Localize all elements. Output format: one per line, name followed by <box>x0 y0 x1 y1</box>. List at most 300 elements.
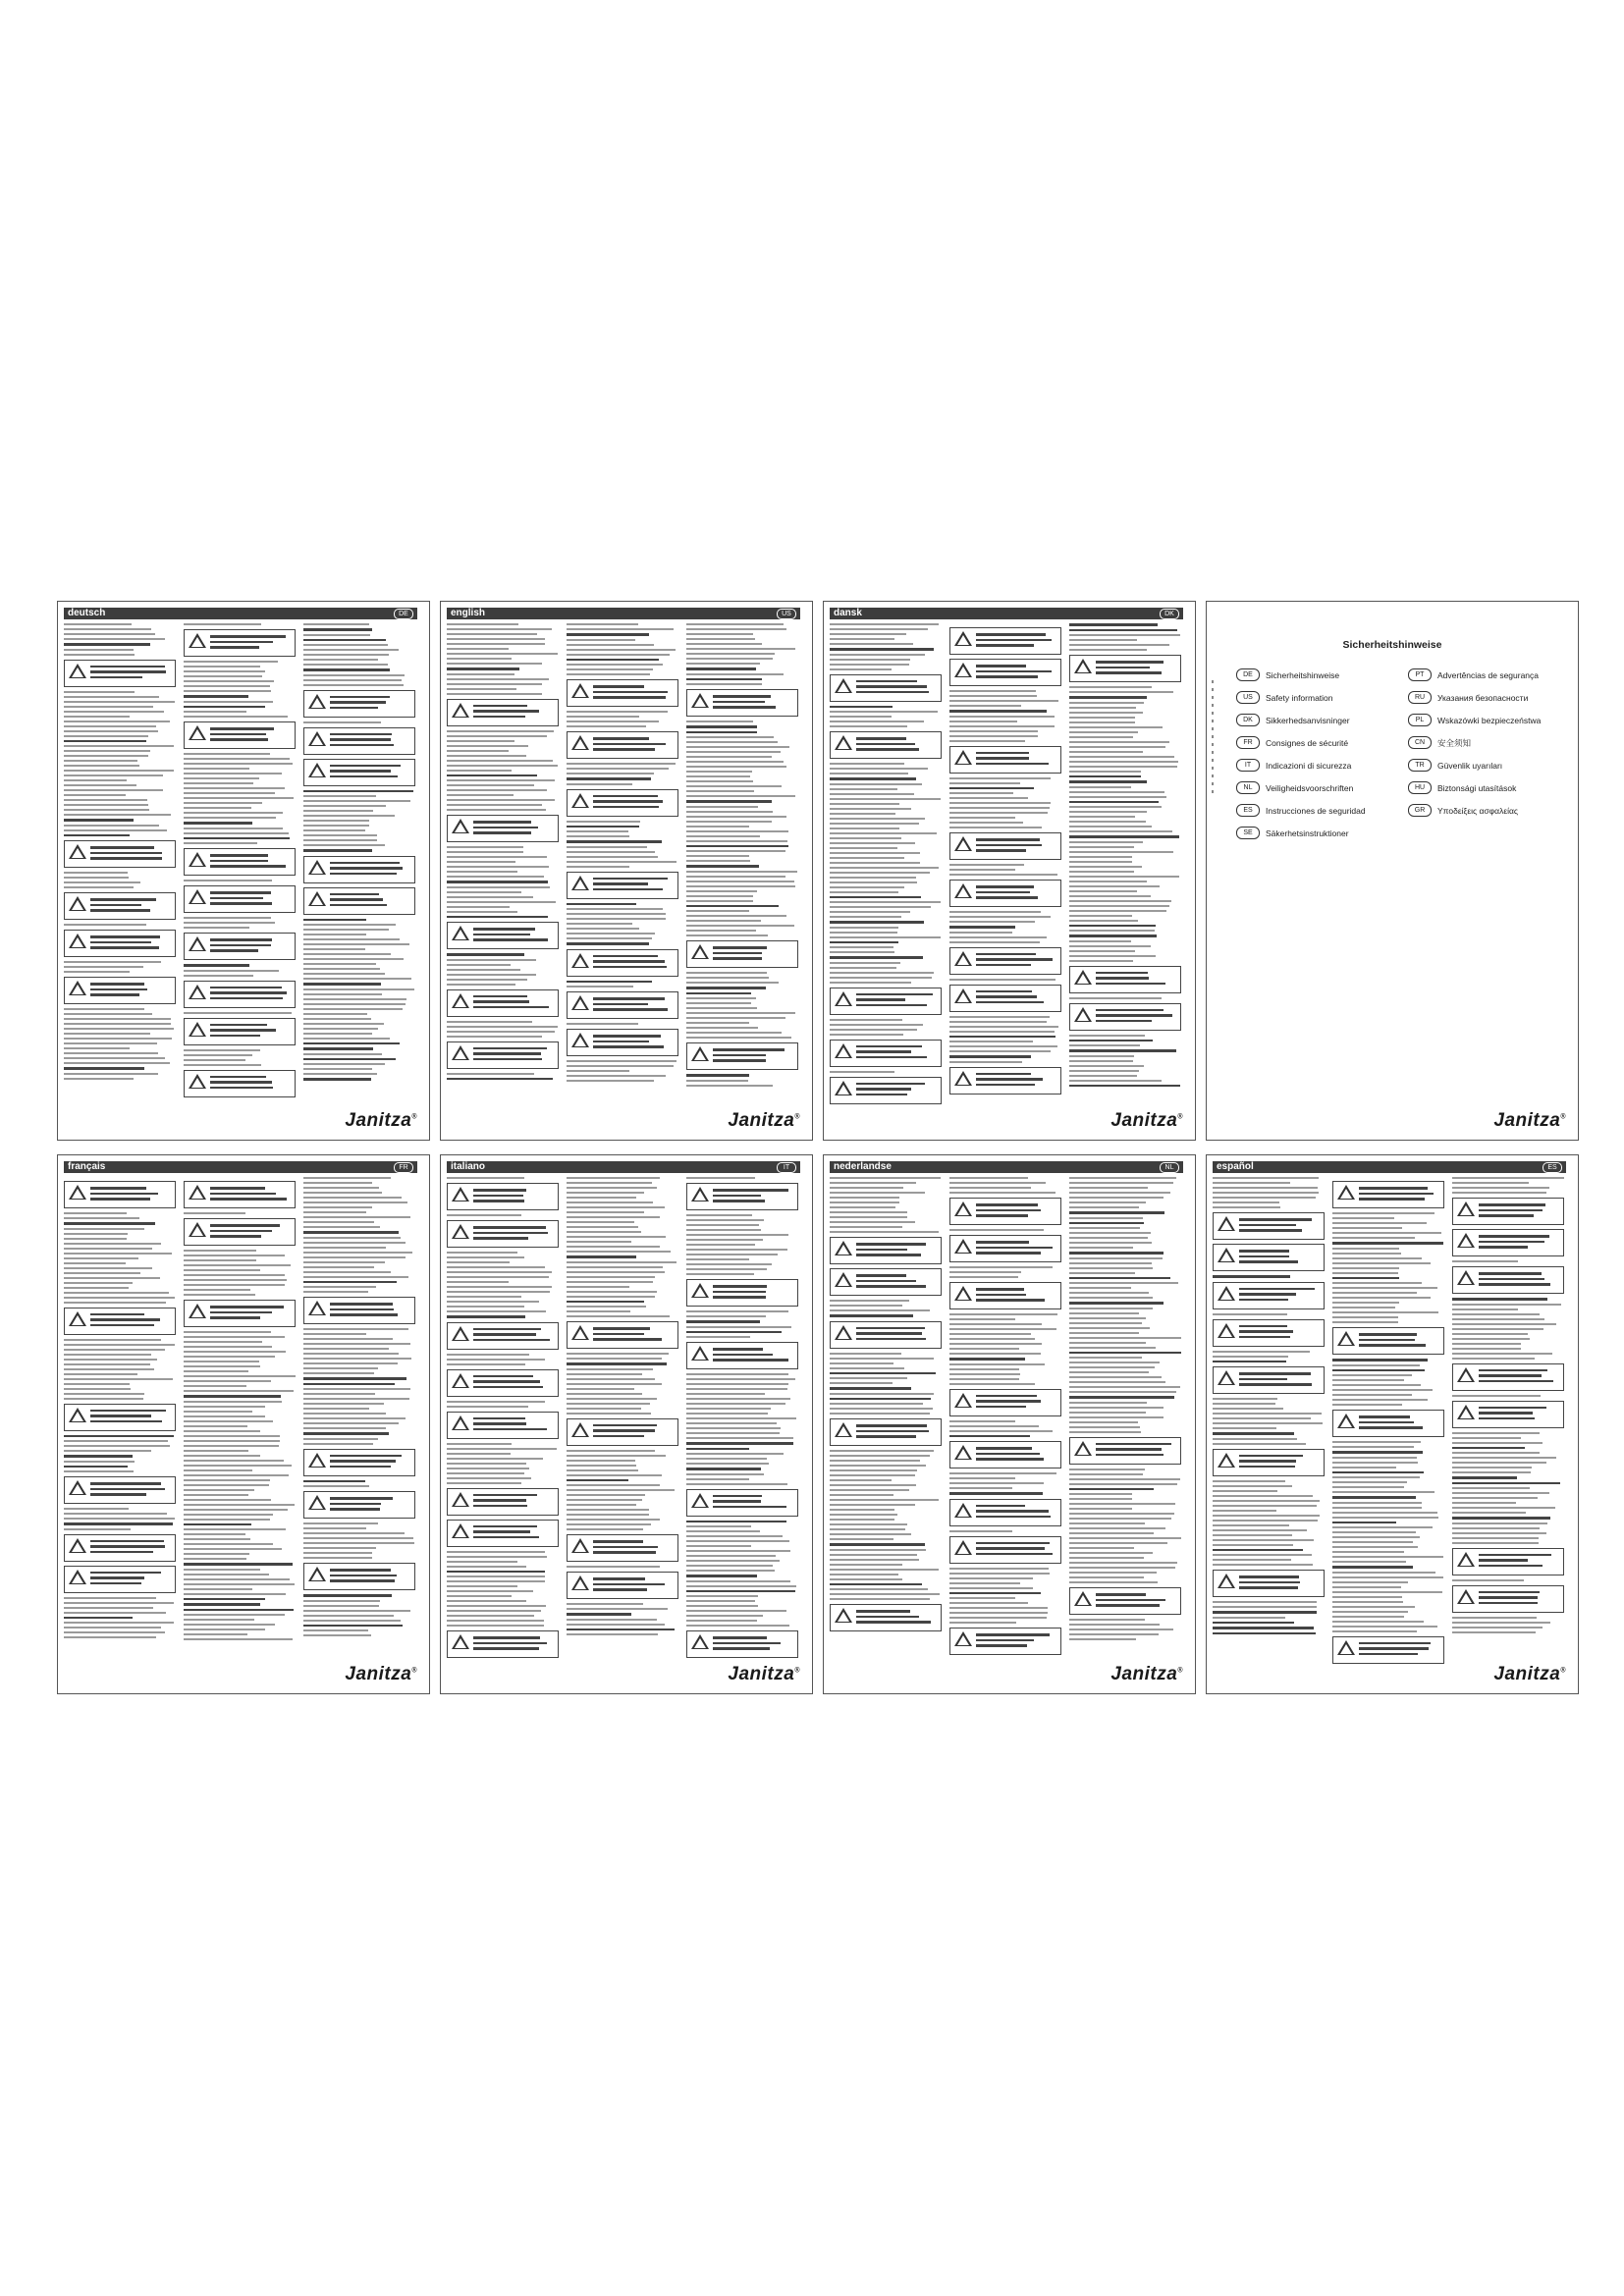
warning-box <box>1213 1282 1325 1309</box>
text-line <box>64 1359 157 1361</box>
text-line <box>1069 1262 1152 1264</box>
text-line <box>447 693 542 695</box>
text-line <box>1069 960 1133 962</box>
text-line <box>949 1328 1056 1330</box>
text-line <box>1069 1065 1144 1067</box>
text-line <box>830 1216 907 1218</box>
text-line <box>1069 1297 1153 1299</box>
text-line <box>1069 1532 1154 1534</box>
text-line <box>447 648 509 650</box>
warning-triangle-icon <box>1218 1286 1235 1301</box>
text-line <box>184 782 253 784</box>
text-line <box>686 683 762 685</box>
text-line <box>1069 1222 1144 1225</box>
text-line <box>830 1231 939 1233</box>
text-line <box>949 1016 1050 1018</box>
text-line <box>184 1289 250 1291</box>
text-line <box>303 721 381 723</box>
text-line <box>830 1305 902 1307</box>
text-line <box>1213 1520 1318 1522</box>
text-line <box>447 765 558 767</box>
text-line <box>686 860 750 862</box>
text-line <box>686 1540 789 1542</box>
warning-box <box>184 1300 296 1327</box>
text-line <box>447 969 520 971</box>
text-line <box>830 1309 930 1311</box>
text-line <box>830 1528 905 1530</box>
text-line <box>830 1583 922 1586</box>
text-line <box>1213 1495 1313 1497</box>
text-line <box>686 835 760 837</box>
text-line <box>830 1201 899 1203</box>
warning-box <box>447 1322 559 1350</box>
text-line <box>184 1609 294 1612</box>
text-line <box>1069 1187 1148 1189</box>
text-line <box>830 1197 899 1199</box>
text-line <box>949 710 1047 713</box>
text-line <box>184 1341 262 1343</box>
warning-box <box>184 721 296 749</box>
warning-triangle-icon <box>308 860 326 875</box>
warning-triangle-icon <box>308 694 326 709</box>
text-line <box>1069 1317 1146 1319</box>
warning-box <box>64 1566 176 1593</box>
text-line <box>303 1216 410 1218</box>
text-line <box>184 1543 273 1545</box>
text-line <box>1069 1292 1149 1294</box>
warning-triangle-icon <box>452 1045 469 1060</box>
text-line <box>1332 1531 1416 1533</box>
text-line <box>686 731 757 734</box>
text-line <box>1332 1441 1421 1443</box>
text-line <box>567 856 658 858</box>
text-line <box>184 695 248 698</box>
text-line <box>1069 1211 1164 1214</box>
text-line <box>303 1058 396 1061</box>
text-line <box>1069 1352 1181 1355</box>
text-line <box>1213 1443 1306 1445</box>
text-line <box>1069 1232 1151 1234</box>
text-line <box>686 1478 749 1480</box>
text-line <box>686 766 786 768</box>
text-line <box>686 1398 790 1400</box>
warning-box <box>303 727 415 755</box>
text-line <box>830 1398 931 1401</box>
text-line <box>949 721 1017 722</box>
text-line <box>1332 1287 1437 1289</box>
text-line <box>64 1339 161 1341</box>
warning-box <box>184 629 296 657</box>
language-code-badge: ES <box>1236 804 1260 817</box>
text-line <box>830 906 931 908</box>
text-line <box>686 1413 768 1415</box>
text-line <box>64 784 136 786</box>
language-code-badge: DK <box>1236 714 1260 726</box>
text-line <box>686 663 760 665</box>
text-line <box>567 851 655 853</box>
text-line <box>184 1269 260 1271</box>
text-line <box>184 1395 281 1398</box>
text-line <box>686 1585 796 1587</box>
text-line <box>64 961 161 963</box>
text-line <box>64 1455 133 1458</box>
text-line <box>1213 1427 1276 1429</box>
text-line <box>1213 1485 1292 1487</box>
warning-box <box>64 930 176 957</box>
warning-box <box>830 1237 942 1264</box>
text-line <box>686 1074 749 1077</box>
text-line <box>686 1027 758 1029</box>
text-line <box>567 1373 642 1375</box>
text-line <box>567 1528 643 1530</box>
text-line <box>303 659 378 661</box>
text-line <box>949 1323 1042 1325</box>
text-line <box>1069 780 1147 783</box>
text-line <box>303 1237 401 1239</box>
language-name: Indicazioni di sicurezza <box>1266 760 1352 771</box>
text-line <box>1332 1389 1433 1391</box>
text-line <box>64 1363 150 1365</box>
text-line <box>447 683 542 685</box>
text-line <box>949 1477 1015 1479</box>
text-line <box>303 1226 380 1228</box>
text-line <box>303 1192 382 1194</box>
text-line <box>64 1078 134 1080</box>
language-code-badge: PL <box>1408 714 1432 726</box>
text-line <box>184 716 288 718</box>
text-line <box>830 1574 898 1575</box>
text-line <box>1452 1512 1526 1514</box>
warning-triangle-icon <box>69 981 86 995</box>
text-line <box>447 1363 525 1365</box>
text-line <box>686 800 772 803</box>
text-line <box>949 802 1051 804</box>
warning-triangle-icon <box>189 852 206 867</box>
text-line <box>303 1547 376 1549</box>
text-line <box>303 1271 391 1273</box>
text-line <box>64 1518 175 1520</box>
text-line <box>830 808 911 810</box>
text-line <box>949 1036 1056 1039</box>
text-line <box>184 763 293 765</box>
warning-box <box>1213 1570 1325 1597</box>
text-line <box>567 1479 628 1482</box>
text-line <box>949 792 1013 794</box>
text-line <box>64 1217 139 1219</box>
text-line <box>830 842 915 844</box>
text-line <box>1069 816 1135 818</box>
text-line <box>686 826 749 828</box>
text-line <box>686 1268 767 1270</box>
text-line <box>1332 1611 1408 1613</box>
text-line <box>1213 1361 1286 1363</box>
language-code-badge: US <box>777 609 796 619</box>
warning-triangle-icon <box>452 926 469 940</box>
text-line <box>1069 1182 1173 1184</box>
text-line <box>1069 1407 1164 1409</box>
text-line <box>686 741 778 743</box>
text-line <box>830 711 938 713</box>
warning-triangle-icon <box>954 836 972 851</box>
text-line <box>830 798 941 800</box>
text-line <box>686 1468 761 1470</box>
text-line <box>64 721 170 722</box>
language-code-badge: FR <box>1236 736 1260 749</box>
text-line <box>1332 1253 1401 1255</box>
text-line <box>303 938 400 940</box>
text-line <box>567 1619 657 1621</box>
text-line <box>303 849 372 852</box>
text-line <box>686 910 749 912</box>
text-line <box>1069 1576 1144 1578</box>
text-line <box>303 1348 389 1350</box>
text-line <box>64 1262 126 1264</box>
text-line <box>567 928 639 930</box>
text-line <box>184 1489 254 1491</box>
warning-triangle-icon <box>835 1081 852 1095</box>
text-line <box>949 730 1038 732</box>
language-name: Güvenlik uyarıları <box>1437 760 1503 771</box>
text-line <box>830 1413 930 1415</box>
text-line <box>184 1484 269 1486</box>
text-line <box>949 932 1012 934</box>
warning-triangle-icon <box>954 1071 972 1086</box>
warning-box <box>686 689 798 717</box>
text-line <box>64 819 134 822</box>
warning-box <box>830 988 942 1015</box>
text-line <box>567 821 640 823</box>
text-line <box>64 1378 173 1380</box>
text-line <box>1069 1562 1177 1564</box>
text-line <box>1332 1227 1402 1229</box>
warning-triangle-icon <box>69 1408 86 1422</box>
text-line <box>64 799 147 801</box>
text-line <box>1213 1510 1276 1512</box>
text-line <box>949 822 1023 824</box>
text-line <box>303 1256 406 1258</box>
text-line <box>184 690 271 692</box>
language-code-badge: TR <box>1408 759 1432 772</box>
text-line <box>64 1612 166 1614</box>
warning-box <box>830 1040 942 1067</box>
text-line <box>64 1038 172 1040</box>
text-line <box>686 1388 787 1390</box>
warning-box <box>184 885 296 913</box>
text-line <box>1069 1060 1133 1062</box>
text-line <box>447 750 509 752</box>
warning-box <box>567 1572 678 1599</box>
text-line <box>830 972 934 974</box>
text-line <box>64 1257 138 1259</box>
text-line <box>830 1509 894 1511</box>
text-line <box>184 792 275 794</box>
text-line <box>303 1372 374 1374</box>
text-line <box>1452 1482 1560 1485</box>
text-line <box>567 1060 677 1062</box>
text-line <box>447 804 542 806</box>
text-line <box>949 1472 1056 1474</box>
text-line <box>830 783 922 785</box>
warning-box <box>830 1604 942 1631</box>
text-line <box>830 1598 930 1600</box>
text-line <box>949 1055 1031 1058</box>
text-line <box>1069 1342 1146 1344</box>
text-line <box>303 1261 385 1263</box>
text-line <box>447 667 519 670</box>
text-line <box>303 844 385 846</box>
text-line <box>686 1254 778 1255</box>
text-line <box>830 1393 934 1395</box>
text-line <box>303 973 385 975</box>
text-line <box>303 684 404 686</box>
text-line <box>1213 1351 1310 1353</box>
text-line <box>830 668 892 670</box>
text-line <box>1332 1522 1396 1524</box>
text-line <box>303 1522 378 1524</box>
warning-box <box>1332 1181 1444 1208</box>
text-line <box>64 701 175 703</box>
warning-triangle-icon <box>1218 1370 1235 1385</box>
text-line <box>949 1487 1012 1489</box>
text-line <box>184 701 273 703</box>
text-line <box>567 1368 653 1370</box>
text-line <box>447 760 553 762</box>
text-line <box>830 837 901 839</box>
text-line <box>830 1314 913 1317</box>
text-columns <box>64 1177 423 1660</box>
text-line <box>447 688 516 690</box>
text-line <box>1452 1298 1547 1301</box>
text-line <box>686 756 772 758</box>
text-line <box>830 1177 941 1179</box>
text-line <box>686 1595 758 1597</box>
text-line <box>1332 1606 1415 1608</box>
text-line <box>1069 1381 1165 1383</box>
text-line <box>303 628 372 631</box>
text-line <box>64 809 149 811</box>
text-line <box>567 1221 634 1223</box>
text-line <box>686 785 782 787</box>
text-line <box>447 984 515 986</box>
text-line <box>686 885 795 887</box>
text-line <box>1069 649 1147 651</box>
text-line <box>830 1474 915 1476</box>
language-code-badge: NL <box>1236 781 1260 794</box>
text-line <box>1332 1217 1394 1219</box>
text-line <box>64 877 129 879</box>
warning-triangle-icon <box>691 1493 709 1508</box>
text-line <box>686 1234 788 1236</box>
text-line <box>184 842 257 844</box>
text-line <box>949 1383 1035 1385</box>
text-line <box>830 927 898 929</box>
text-line <box>447 1252 517 1254</box>
text-line <box>303 795 376 797</box>
text-line <box>830 1499 939 1501</box>
text-line <box>184 1336 285 1338</box>
text-line <box>830 1523 907 1525</box>
text-line <box>447 1266 545 1268</box>
text-line <box>686 1610 786 1612</box>
warning-box <box>686 940 798 968</box>
text-line <box>686 876 785 878</box>
janitza-logo: Janitza® <box>728 1110 800 1131</box>
warning-triangle-icon <box>1337 1331 1355 1346</box>
text-line <box>686 1575 757 1577</box>
text-line <box>184 1588 252 1590</box>
warning-triangle-icon <box>189 1185 206 1200</box>
text-line <box>184 807 251 809</box>
text-line <box>686 771 752 773</box>
text-line <box>1332 1297 1431 1299</box>
warning-triangle-icon <box>954 1445 972 1460</box>
text-line <box>686 1017 785 1019</box>
warning-box <box>949 746 1061 774</box>
warning-box <box>949 832 1061 860</box>
text-line <box>64 1445 170 1447</box>
warning-triangle-icon <box>69 1480 86 1495</box>
text-line <box>567 1231 641 1233</box>
warning-triangle-icon <box>954 1393 972 1408</box>
text-line <box>686 1417 796 1419</box>
text-line <box>184 1603 260 1606</box>
warning-box <box>303 1491 415 1519</box>
warning-triangle-icon <box>452 1326 469 1341</box>
text-line <box>686 1550 790 1552</box>
warning-box <box>303 1563 415 1590</box>
text-line <box>686 1320 760 1323</box>
text-line <box>303 800 410 802</box>
text-line <box>184 1294 255 1296</box>
text-line <box>447 881 548 883</box>
language-name: Safety information <box>1266 692 1333 703</box>
text-line <box>1213 1201 1279 1203</box>
text-line <box>567 1474 662 1476</box>
warning-triangle-icon <box>69 1311 86 1326</box>
text-line <box>303 649 399 651</box>
warning-box <box>567 1418 678 1446</box>
warning-box <box>686 1342 798 1369</box>
text-line <box>447 1585 517 1587</box>
warning-box <box>447 699 559 726</box>
text-line <box>949 705 1021 707</box>
text-line <box>303 1443 373 1445</box>
text-line <box>1332 1476 1420 1478</box>
text-line <box>830 1226 902 1228</box>
text-line <box>567 1261 677 1263</box>
text-line <box>64 1243 161 1245</box>
text-line <box>1452 1522 1547 1524</box>
text-line <box>949 1573 1050 1575</box>
text-line <box>830 1559 919 1561</box>
text-line <box>1452 1447 1525 1450</box>
warning-box <box>1452 1229 1564 1256</box>
text-line <box>184 1406 265 1408</box>
text-line <box>303 1276 408 1278</box>
text-line <box>184 711 246 713</box>
warning-triangle-icon <box>1218 1574 1235 1588</box>
warning-triangle-icon <box>1074 659 1092 673</box>
text-line <box>1213 1417 1311 1419</box>
text-line <box>64 633 155 635</box>
panel-cover <box>1206 601 1579 1141</box>
text-line <box>64 1272 140 1274</box>
text-line <box>686 821 772 823</box>
text-line <box>830 1494 893 1496</box>
text-line <box>567 1206 665 1208</box>
warning-triangle-icon <box>189 1304 206 1318</box>
warning-box <box>567 679 678 707</box>
